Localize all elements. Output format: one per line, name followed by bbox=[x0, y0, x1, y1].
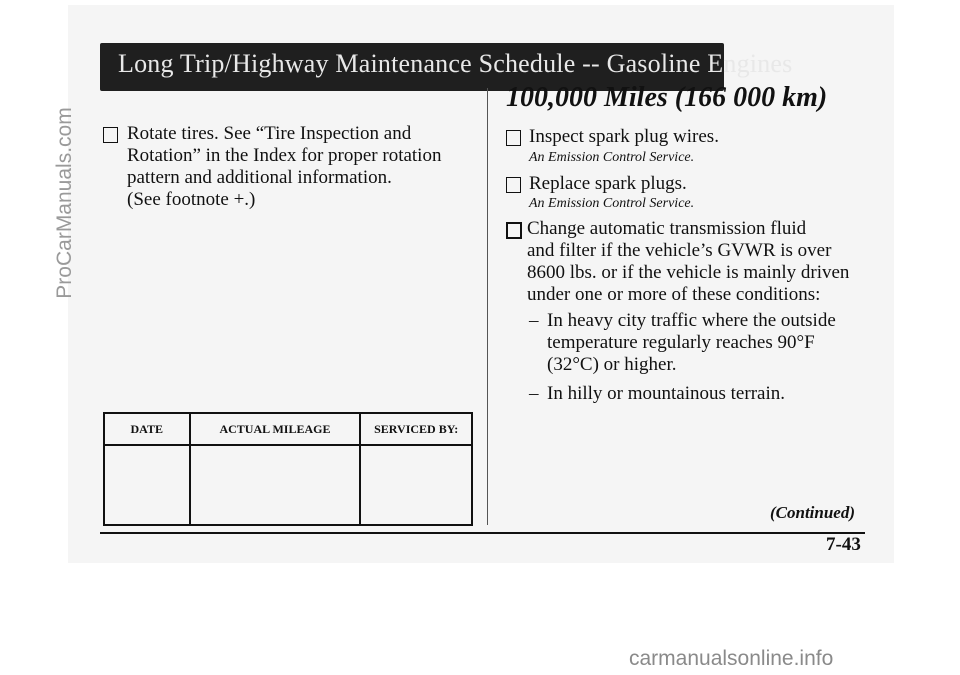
footer-brand: carmanualsonline.info bbox=[629, 647, 834, 670]
rotate-tires-line2: Rotation” in the Index for proper rotation bbox=[127, 145, 442, 166]
log-cell-mileage[interactable] bbox=[190, 445, 361, 525]
transmission-line3: 8600 lbs. or if the vehicle is mainly driven bbox=[527, 262, 850, 283]
side-watermark: ProCarManuals.com bbox=[53, 107, 76, 299]
spark-plug-wires-note: An Emission Control Service. bbox=[529, 150, 695, 165]
condition-traffic-line2: temperature regularly reaches 90°F bbox=[547, 332, 815, 353]
condition-traffic-line1: In heavy city traffic where the outside bbox=[547, 310, 836, 331]
log-header-mileage: ACTUAL MILEAGE bbox=[190, 413, 361, 445]
page-title: Long Trip/Highway Maintenance Schedule -- Gasoline Engines bbox=[118, 49, 793, 78]
spark-plugs-note: An Emission Control Service. bbox=[529, 196, 695, 211]
rotate-tires-line3: pattern and additional information. bbox=[127, 167, 392, 188]
spark-plug-wires-text: Inspect spark plug wires. bbox=[529, 126, 719, 147]
page-number: 7-43 bbox=[826, 534, 861, 555]
column-divider bbox=[487, 88, 488, 525]
footer-rule bbox=[100, 532, 865, 534]
log-header-date: DATE bbox=[104, 413, 190, 445]
transmission-line2: and filter if the vehicle’s GVWR is over bbox=[527, 240, 832, 261]
log-cell-serviced-by[interactable] bbox=[360, 445, 472, 525]
service-log-table bbox=[103, 412, 473, 526]
condition-dash: – bbox=[529, 310, 539, 331]
log-cell-date[interactable] bbox=[104, 445, 190, 525]
rotate-tires-line1: Rotate tires. See “Tire Inspection and bbox=[127, 123, 412, 144]
spark-plugs-checkbox[interactable] bbox=[506, 177, 521, 193]
continued-label: (Continued) bbox=[770, 503, 856, 522]
rotate-tires-footnote: (See footnote +.) bbox=[127, 189, 256, 210]
rotate-tires-checkbox[interactable] bbox=[103, 127, 118, 143]
log-header-serviced-by: SERVICED BY: bbox=[360, 413, 472, 445]
condition-traffic-line3: (32°C) or higher. bbox=[547, 354, 677, 375]
spark-plugs-text: Replace spark plugs. bbox=[529, 173, 687, 194]
condition-dash: – bbox=[529, 383, 539, 404]
transmission-line4: under one or more of these conditions: bbox=[527, 284, 821, 305]
section-heading: 100,000 Miles (166 000 km) bbox=[506, 82, 828, 113]
transmission-fluid-checkbox[interactable] bbox=[506, 222, 522, 239]
condition-terrain: In hilly or mountainous terrain. bbox=[547, 383, 785, 404]
transmission-line1: Change automatic transmission fluid bbox=[527, 218, 807, 239]
spark-plug-wires-checkbox[interactable] bbox=[506, 130, 521, 146]
